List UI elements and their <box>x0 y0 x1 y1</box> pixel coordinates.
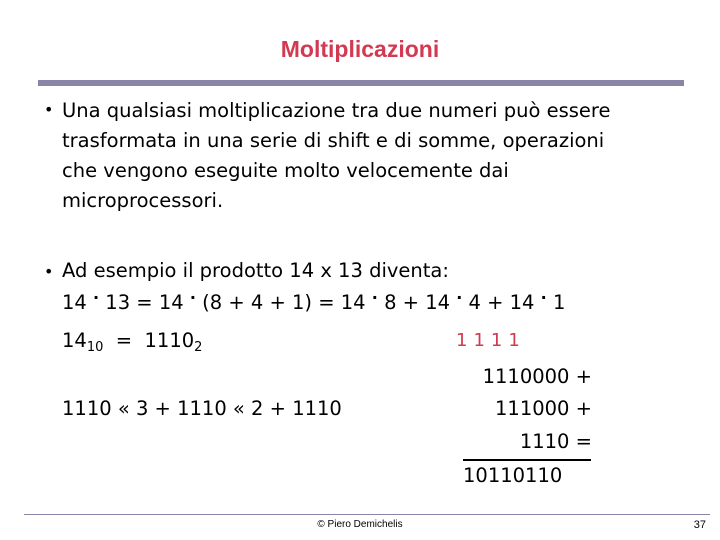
addend-1: 1110000 + <box>482 365 592 388</box>
title-divider <box>38 80 684 86</box>
bullet-1-line-4: microprocessori. <box>62 189 224 212</box>
bullet-marker: • <box>44 262 54 281</box>
shift-expression: 1110 « 3 + 1110 « 2 + 1110 <box>62 397 342 420</box>
footer-credit: © Piero Demichelis <box>317 519 403 530</box>
page-number: 37 <box>693 519 706 531</box>
addend-3: 1110 = <box>519 430 592 453</box>
sum-result: 10110110 <box>463 464 563 487</box>
carry-digits: 1111 <box>456 330 526 351</box>
footer-divider <box>24 514 710 515</box>
bullet-2-line-1: Ad esempio il prodotto 14 x 13 diventa: <box>62 259 449 282</box>
slide-title: Moltiplicazioni <box>280 36 440 62</box>
bullet-1-line-3: che vengono eseguite molto velocemente dai <box>62 159 509 182</box>
bullet-1-line-2: trasformata in una serie di shift e di somme, operazioni <box>62 129 605 152</box>
addend-2: 111000 + <box>495 397 592 420</box>
bullet-marker: • <box>44 100 54 119</box>
bullet-1-line-1: Una qualsiasi moltiplicazione tra due numeri può essere <box>62 99 611 122</box>
base-conversion: $14_{10} = 1110_2$ <box>62 329 203 355</box>
product-expansion: 14 · 13 = 14 · (8 + 4 + 1) = 14 · 8 + 14 · 4 + 14 · 1 <box>62 288 566 314</box>
